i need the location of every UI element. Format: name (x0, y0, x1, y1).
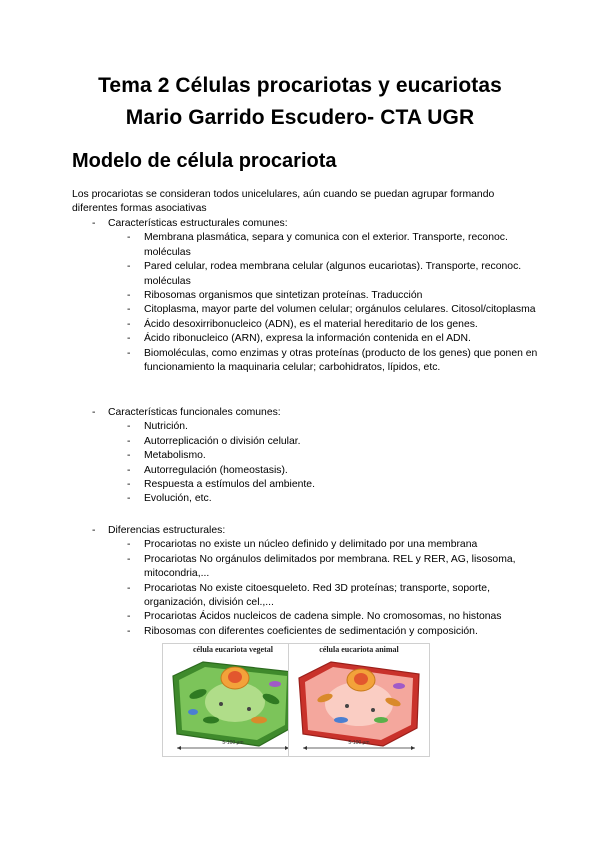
list-item: - Respuesta a estímulos del ambiente. (108, 478, 542, 492)
group-label: Características estructurales comunes: (108, 218, 288, 229)
list-item: - Ribosomas con diferentes coeficientes de sedimentación y composición. (108, 625, 542, 639)
list-item (72, 217, 542, 375)
list-item: - Autorregulación (homeostasis). (108, 464, 542, 478)
intro-paragraph: Los procariotas se consideran todos unicelulares, aún cuando se puedan agrupar formando diferentes formas asociativas (72, 189, 495, 215)
list-item: - Pared celular, rodea membrana celular (algunos eucariotas). Transporte, reconoc. moléculas (108, 260, 542, 289)
list-item: - Ribosomas organismos que sintetizan proteínas. Traducción (108, 289, 542, 303)
figure-caption: célula eucariota vegetal (193, 645, 273, 654)
list-item: - Ácido desoxirribonucleico (ADN), es el material hereditario de los genes. (108, 318, 542, 332)
plant-cell-figure (162, 643, 304, 757)
list-item: - Procariotas No existe citoesqueleto. Red 3D proteínas; transporte, soporte, organización, división cel.,... (108, 582, 542, 611)
list-item: - Nutrición. (108, 420, 542, 434)
structural-differences-list (72, 524, 542, 639)
structural-features-list (72, 217, 542, 375)
list-item (72, 524, 542, 639)
sub-list (108, 538, 542, 639)
animal-cell-figure (288, 643, 430, 757)
functional-features-list (72, 406, 542, 507)
list-item: - Citoplasma, mayor parte del volumen celular; orgánulos celulares. Citosol/citoplasma (108, 303, 542, 317)
list-item: - Autorreplicación o división celular. (108, 435, 542, 449)
group-label: Características funcionales comunes: (108, 407, 281, 418)
list-item: - Ácido ribonucleico (ARN), expresa la información contenida en el ADN. (108, 332, 542, 346)
list-item: - Biomoléculas, como enzimas y otras proteínas (producto de los genes) que ponen en funcionamiento la maquinaria celular; carbohidratos, lípidos, etc. (108, 347, 542, 376)
figure-caption: célula eucariota animal (319, 645, 399, 654)
list-item: - Procariotas no existe un núcleo definido y delimitado por una membrana (108, 538, 542, 552)
list-item: - Evolución, etc. (108, 492, 542, 506)
section-heading: Modelo de célula procariota (72, 150, 337, 172)
document-author: Mario Garrido Escudero- CTA UGR (125, 106, 475, 129)
sub-list (108, 420, 542, 506)
group-label: Diferencias estructurales: (108, 525, 226, 536)
document-title: Tema 2 Células procariotas y eucariotas (98, 74, 502, 97)
scale-label: 5-100 μm (222, 740, 244, 746)
list-item: - Procariotas No orgánulos delimitados por membrana. REL y RER, AG, lisosoma, mitocondria,... (108, 553, 542, 582)
sub-list (108, 231, 542, 375)
scale-label: 5-100 μm (348, 740, 370, 746)
list-item: - Membrana plasmática, separa y comunica con el exterior. Transporte, reconoc. moléculas (108, 231, 542, 260)
list-item (72, 406, 542, 507)
list-item: - Metabolismo. (108, 449, 542, 463)
list-item: - Procariotas Ácidos nucleicos de cadena simple. No cromosomas, no histonas (108, 610, 542, 624)
